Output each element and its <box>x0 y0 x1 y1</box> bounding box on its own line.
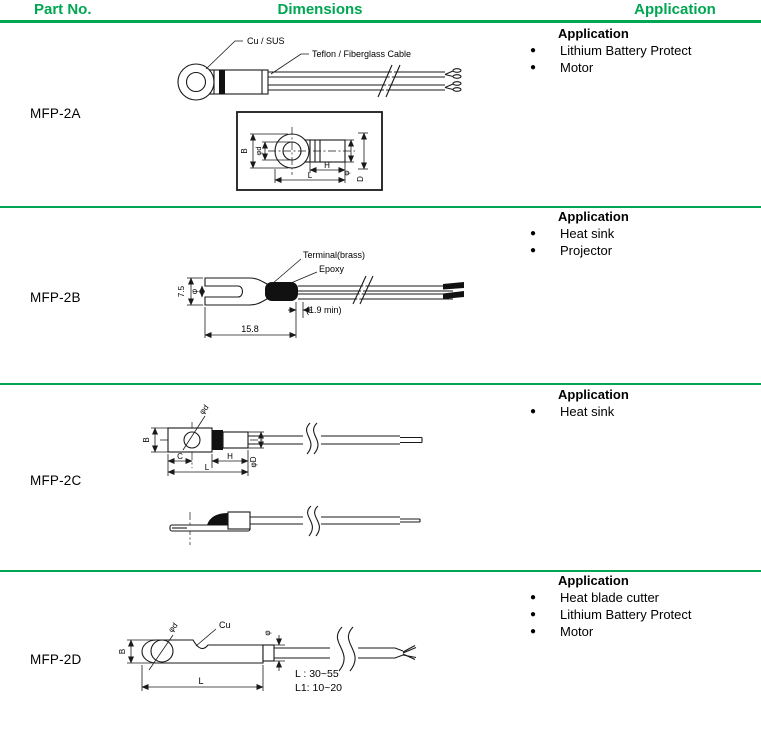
application-item <box>528 403 761 420</box>
application-block-mfp-2b <box>528 209 761 259</box>
application-item-label: Motor <box>560 60 594 75</box>
dim-phiD-label: φD <box>249 456 258 468</box>
terminal-label: Terminal(brass) <box>303 250 366 260</box>
dim-phid-label: φd <box>197 403 211 417</box>
material-cu-label: Cu <box>219 620 231 630</box>
dim-phid-label: φd <box>254 146 263 156</box>
application-item <box>528 589 761 606</box>
bullet-icon: ● <box>530 609 537 620</box>
bullet-icon: ● <box>530 62 537 73</box>
application-item <box>528 242 761 259</box>
column-header-part-no: Part No. <box>34 1 92 18</box>
bullet-icon: ● <box>530 626 537 637</box>
application-item <box>528 606 761 623</box>
application-item <box>528 59 761 76</box>
part-no-mfp-2d: MFP-2D <box>30 652 82 667</box>
material-label: Cu / SUS <box>247 36 285 46</box>
ring-terminal-dimension-box <box>237 112 382 190</box>
application-title: Application <box>558 387 629 402</box>
cable-label: Teflon / Fiberglass Cable <box>312 49 412 59</box>
application-item-label: Heat sink <box>560 226 615 241</box>
range-L1-label: L1: 10~20 <box>295 682 343 694</box>
dim-L-label: L <box>307 171 313 180</box>
bullet-icon: ● <box>530 245 537 256</box>
application-item <box>528 225 761 242</box>
epoxy-label: Epoxy <box>319 264 345 274</box>
mfp-2a-dimension-drawing <box>140 26 470 198</box>
application-item-label: Heat blade cutter <box>560 590 660 605</box>
application-title: Application <box>558 26 629 41</box>
section-divider-line <box>0 570 761 572</box>
application-title: Application <box>558 573 629 588</box>
dim-L-label: L <box>198 676 204 686</box>
application-block-mfp-2d <box>528 573 761 640</box>
header-divider-line <box>0 20 761 23</box>
mfp-2b-dimension-drawing <box>150 238 480 348</box>
dim-15-8-label: 15.8 <box>241 324 259 334</box>
application-item <box>528 623 761 640</box>
dim-B-label: B <box>240 148 249 154</box>
section-divider-line <box>0 383 761 385</box>
dim-phi-label: φ <box>190 288 199 295</box>
lug-side-view <box>170 506 420 545</box>
dim-B-label: B <box>118 648 127 655</box>
ring-terminal-pictorial <box>178 36 461 100</box>
dim-1-9-min-label: (1.9 min) <box>306 305 342 315</box>
mfp-2c-dimension-drawing <box>135 398 465 558</box>
dim-L-label: L <box>204 463 210 472</box>
dim-phi-label: φ <box>342 170 351 176</box>
application-item-label: Motor <box>560 624 594 639</box>
application-item-label: Lithium Battery Protect <box>560 43 692 58</box>
application-item-label: Projector <box>560 243 613 258</box>
bullet-icon: ● <box>530 592 537 603</box>
range-L-label: L : 30~55 <box>295 668 339 680</box>
application-item-label: Lithium Battery Protect <box>560 607 692 622</box>
dim-phi-label: φ <box>263 630 272 636</box>
fork-terminal-pictorial <box>205 250 464 305</box>
part-no-mfp-2c: MFP-2C <box>30 473 82 488</box>
column-header-application: Application <box>634 1 716 18</box>
dim-phid-label: φd <box>166 621 180 635</box>
dim-H-label: H <box>324 161 330 170</box>
application-block-mfp-2c <box>528 387 761 420</box>
bullet-icon: ● <box>530 45 537 56</box>
lug-top-view <box>142 403 422 476</box>
dim-H-label: H <box>227 452 233 461</box>
dim-B-label: B <box>142 437 151 443</box>
application-block-mfp-2a <box>528 26 761 76</box>
section-divider-line <box>0 206 761 208</box>
part-no-mfp-2a: MFP-2A <box>30 106 81 121</box>
dim-C-label: C <box>177 452 183 461</box>
column-header-dimensions: Dimensions <box>277 1 363 18</box>
bullet-icon: ● <box>530 406 537 417</box>
application-item <box>528 42 761 59</box>
application-title: Application <box>558 209 629 224</box>
application-item-label: Heat sink <box>560 404 615 419</box>
bullet-icon: ● <box>530 228 537 239</box>
part-no-mfp-2b: MFP-2B <box>30 290 81 305</box>
dim-D-label: D <box>356 176 365 182</box>
mfp-2d-dimension-drawing <box>115 597 465 712</box>
dim-7-5-label: 7.5 <box>177 285 186 298</box>
